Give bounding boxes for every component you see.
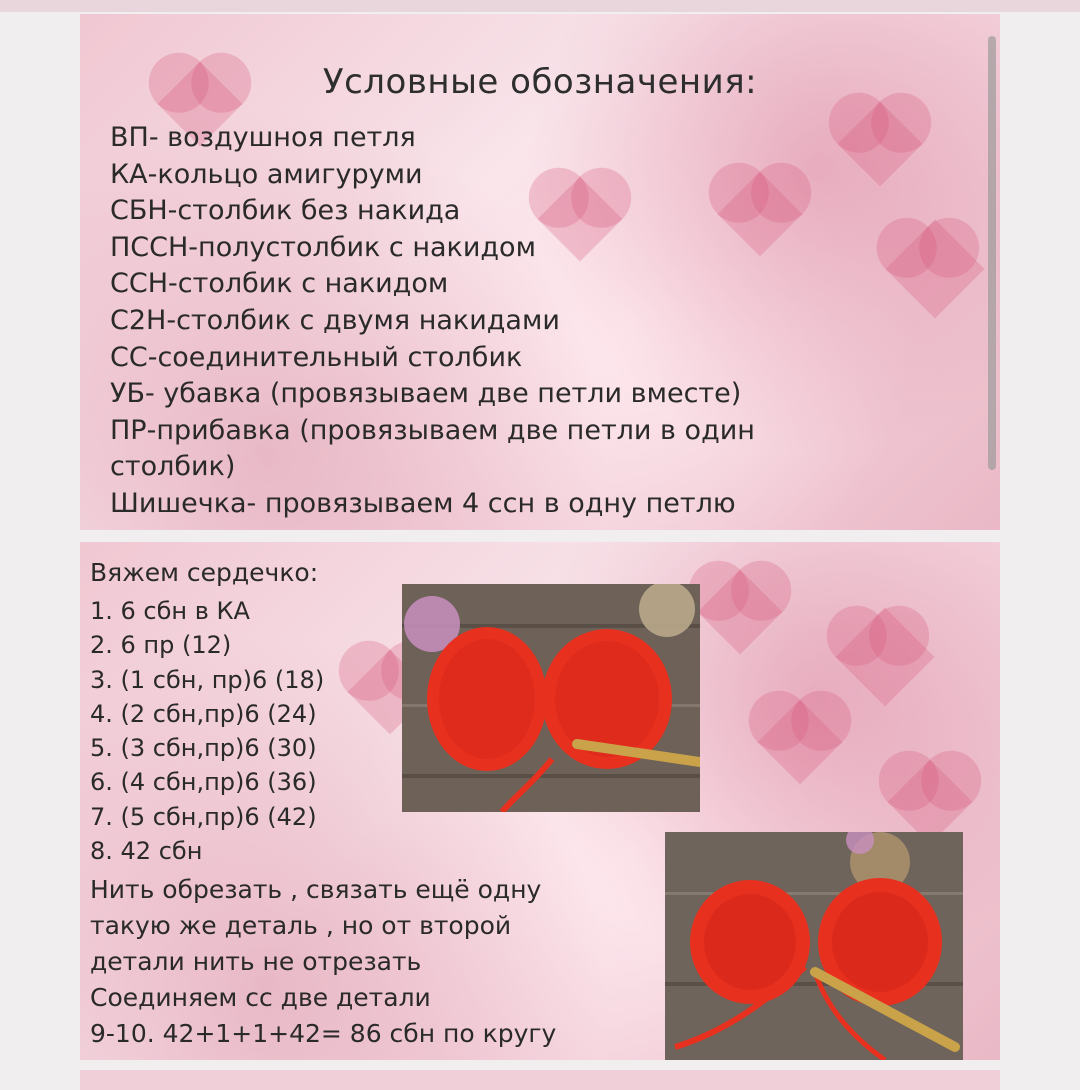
pattern-step: 6. (4 сбн,пр)6 (36) bbox=[90, 768, 317, 797]
pattern-note: такую же деталь , но от второй bbox=[90, 911, 512, 940]
legend-item: Шишечка- провязываем 4 ссн в одну петлю bbox=[110, 487, 736, 519]
heart-decoration bbox=[758, 700, 843, 785]
pattern-note: 9-10. 42+1+1+42= 86 сбн по кругу bbox=[90, 1019, 557, 1048]
legend-item: СБН-столбик без накида bbox=[110, 195, 461, 227]
legend-item: С2Н-столбик с двумя накидами bbox=[110, 304, 560, 336]
pattern-step: 5. (3 сбн,пр)6 (30) bbox=[90, 734, 317, 763]
pattern-steps bbox=[90, 594, 324, 868]
heart-decoration bbox=[836, 608, 935, 707]
pattern-step: 1. 6 сбн в КА bbox=[90, 597, 250, 625]
photo-two-heart-halves bbox=[402, 584, 700, 812]
photo-drawing bbox=[402, 584, 700, 812]
pattern-card bbox=[80, 542, 1000, 1060]
legend-item: ПР-прибавка (провязываем две петли в один столбик) bbox=[110, 414, 755, 483]
pattern-notes bbox=[90, 872, 690, 1052]
legend-title: Условные обозначения: bbox=[322, 62, 758, 102]
pattern-note: Нить обрезать , связать ещё одну bbox=[90, 875, 542, 904]
pattern-step: 8. 42 сбн bbox=[90, 837, 203, 866]
scrollbar[interactable] bbox=[988, 36, 996, 470]
legend-item: УБ- убавка (провязываем две петли вместе) bbox=[110, 378, 742, 410]
photo-joined-halves bbox=[665, 832, 963, 1060]
legend-item: СС-соединительный столбик bbox=[110, 341, 523, 373]
pattern-note: детали нить не отрезать bbox=[90, 947, 422, 976]
legend-card bbox=[80, 14, 1000, 530]
pattern-step: 3. (1 сбн, пр)6 (18) bbox=[90, 665, 325, 694]
heart-decoration bbox=[698, 570, 783, 655]
top-strip bbox=[0, 0, 1080, 12]
legend-list bbox=[110, 120, 960, 523]
legend-item: КА-кольцо амигуруми bbox=[110, 158, 423, 190]
pattern-step: 2. 6 пр (12) bbox=[90, 631, 232, 660]
next-card-edge bbox=[80, 1070, 1000, 1090]
pattern-step: 7. (5 сбн,пр)6 (42) bbox=[90, 802, 317, 831]
pattern-note: Соединяем сс две детали bbox=[90, 983, 431, 1012]
legend-item: ВП- воздушноя петля bbox=[110, 122, 416, 153]
pattern-step: 4. (2 сбн,пр)6 (24) bbox=[90, 699, 317, 728]
photo-drawing bbox=[665, 832, 963, 1060]
legend-item: ССН-столбик с накидом bbox=[110, 268, 449, 300]
pattern-title: Вяжем сердечко: bbox=[90, 558, 319, 587]
legend-item: ПССН-полустолбик с накидом bbox=[110, 231, 536, 263]
